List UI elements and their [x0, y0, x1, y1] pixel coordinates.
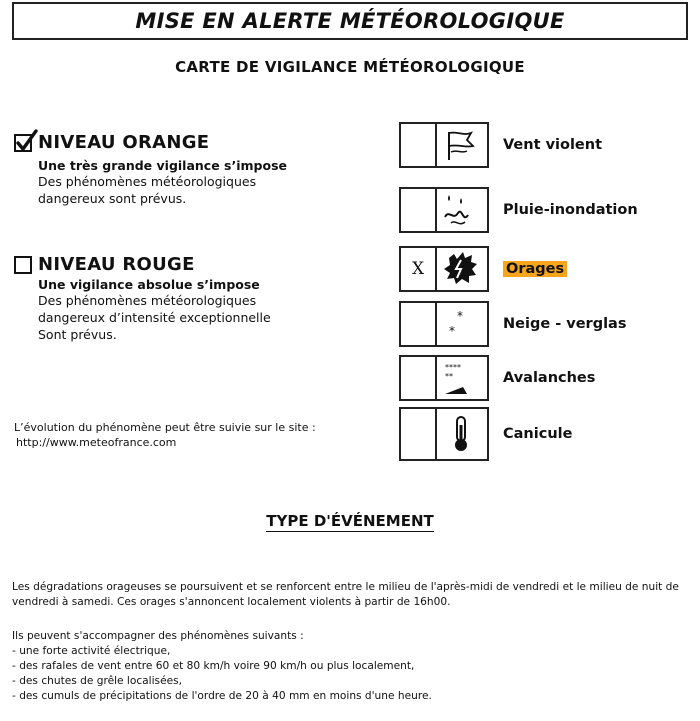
phenomenon-pluie-inondation: [399, 187, 638, 233]
phenomenon-name: Neige - verglas: [503, 316, 627, 332]
event-paragraph: Les dégradations orageuses se poursuivent et se renforcent entre le milieu de l'après-midi de vendredi et le milieu de nuit de vendredi à samedi. Ces orages s'annoncent localement violents à partir de 16h00.: [12, 581, 679, 608]
phenomenon-name: Vent violent: [503, 137, 603, 153]
phenomenon-mark: [401, 409, 437, 459]
page-subtitle: CARTE DE VIGILANCE MÉTÉOROLOGIQUE: [175, 58, 525, 76]
level-rouge-checkbox[interactable]: [14, 256, 32, 274]
event-list: [12, 644, 692, 704]
storm-icon: [437, 248, 487, 290]
list-item: - des chutes de grêle localisées,: [12, 675, 183, 687]
svg-text:*: *: [449, 324, 455, 338]
phenomenon-mark: [401, 303, 437, 345]
phenomenon-name: Avalanches: [503, 370, 596, 386]
phenomenon-mark: [401, 124, 437, 166]
level-rouge: [14, 254, 271, 343]
phenomenon-vent-violent: [399, 122, 602, 168]
avalanche-icon: [437, 357, 487, 399]
event-heading: [0, 512, 700, 530]
phenomenon-avalanches: [399, 355, 595, 401]
page-title: MISE EN ALERTE MÉTÉOROLOGIQUE: [135, 9, 565, 33]
site-note: [14, 420, 316, 450]
level-orange-description: Des phénomènes météorologiques dangereux sont prévus.: [38, 174, 257, 206]
thermometer-icon: [437, 409, 487, 459]
level-orange-checkbox[interactable]: [14, 134, 32, 152]
event-list-block: [12, 629, 692, 704]
level-orange: [14, 132, 287, 207]
level-rouge-name: NIVEAU ROUGE: [38, 254, 195, 275]
phenomenon-name: Canicule: [503, 426, 573, 442]
level-orange-name: NIVEAU ORANGE: [38, 132, 210, 153]
rain-flood-icon: [437, 189, 487, 231]
phenomenon-neige-verglas: [399, 301, 626, 347]
checkmark-icon: [15, 128, 39, 154]
svg-text:****: ****: [445, 363, 461, 372]
site-note-text: L’évolution du phénomène peut être suivie sur le site :: [14, 421, 316, 434]
list-item: - des cumuls de précipitations de l'ordre de 20 à 40 mm en moins d'une heure.: [12, 690, 432, 702]
event-heading-text: TYPE D'ÉVÉNEMENT: [266, 512, 434, 530]
snow-icon: [437, 303, 487, 345]
phenomenon-name: Pluie-inondation: [503, 202, 638, 218]
phenomenon-mark: [401, 189, 437, 231]
level-rouge-description: Des phénomènes météorologiques dangereux d’intensité exceptionnelle Sont prévus.: [38, 293, 271, 342]
title-box: [12, 2, 688, 40]
list-item: - des rafales de vent entre 60 et 80 km/h voire 90 km/h ou plus localement,: [12, 660, 415, 672]
phenomenon-canicule: [399, 407, 572, 461]
wind-flag-icon: [437, 124, 487, 166]
level-rouge-subtitle: Une vigilance absolue s’impose: [38, 277, 260, 292]
phenomenon-mark-x: X: [401, 248, 437, 290]
phenomenon-mark: [401, 357, 437, 399]
svg-text:**: **: [445, 372, 453, 381]
event-list-intro: Ils peuvent s'accompagner des phénomènes suivants :: [12, 630, 304, 642]
level-orange-subtitle: Une très grande vigilance s’impose: [38, 158, 287, 173]
list-item: - une forte activité électrique,: [12, 645, 171, 657]
phenomenon-name-highlighted: Orages: [503, 261, 567, 277]
phenomenon-orages: [399, 246, 567, 292]
site-url-link[interactable]: http://www.meteofrance.com: [16, 436, 177, 449]
svg-text:*: *: [457, 309, 463, 323]
